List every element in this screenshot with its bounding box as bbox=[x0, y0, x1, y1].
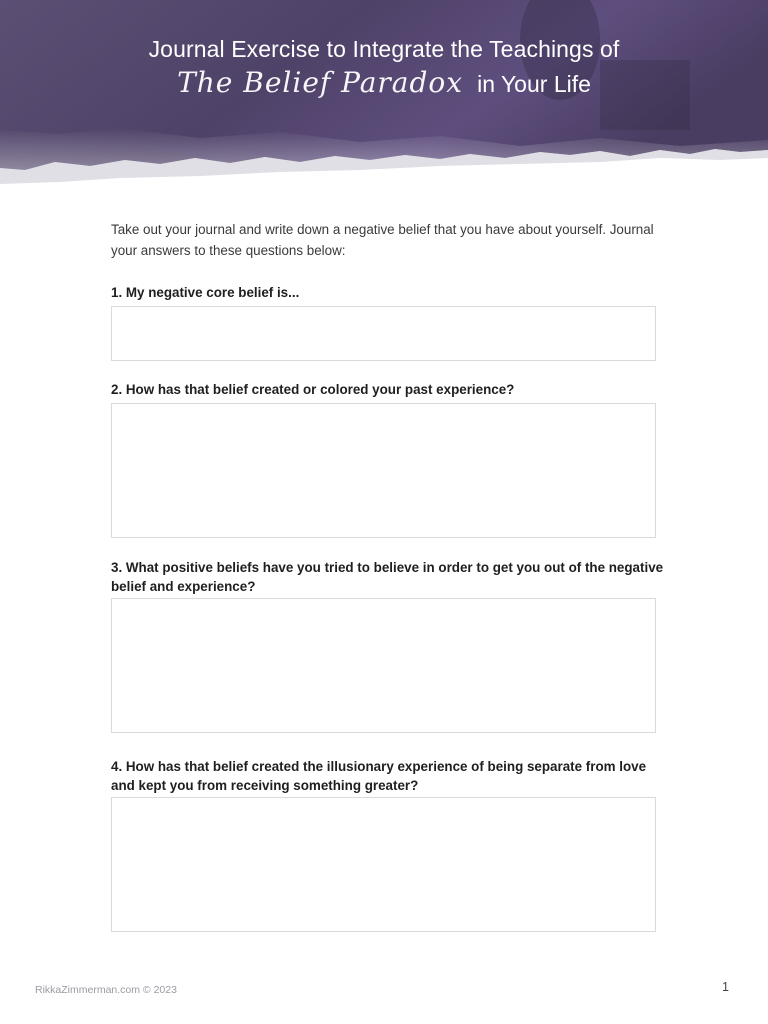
question-1-label: 1. My negative core belief is... bbox=[111, 285, 300, 300]
answer-2-field[interactable] bbox=[111, 403, 656, 538]
question-2-label: 2. How has that belief created or colored your past experience? bbox=[111, 382, 515, 397]
page-title-rest: in Your Life bbox=[477, 71, 591, 97]
book-title-script: The Belief Paradox bbox=[177, 66, 464, 99]
page-title-line2 bbox=[0, 66, 768, 99]
page-title-line1: Journal Exercise to Integrate the Teachings of bbox=[148, 36, 620, 62]
answer-1-field[interactable] bbox=[111, 306, 656, 361]
question-4-label: 4. How has that belief created the illusionary experience of being separate from love and kept you from receiving something greater? bbox=[111, 759, 647, 793]
intro-text: Take out your journal and write down a negative belief that you have about yourself. Journal your answers to these questions below: bbox=[111, 222, 654, 258]
question-3-label: 3. What positive beliefs have you tried to believe in order to get you out of the negative belief and experience? bbox=[111, 560, 664, 594]
answer-4-field[interactable] bbox=[111, 797, 656, 932]
answer-3-field[interactable] bbox=[111, 598, 656, 733]
footer-copyright: RikkaZimmerman.com © 2023 bbox=[35, 984, 177, 996]
page-number: 1 bbox=[722, 980, 729, 994]
header-banner bbox=[0, 0, 768, 190]
